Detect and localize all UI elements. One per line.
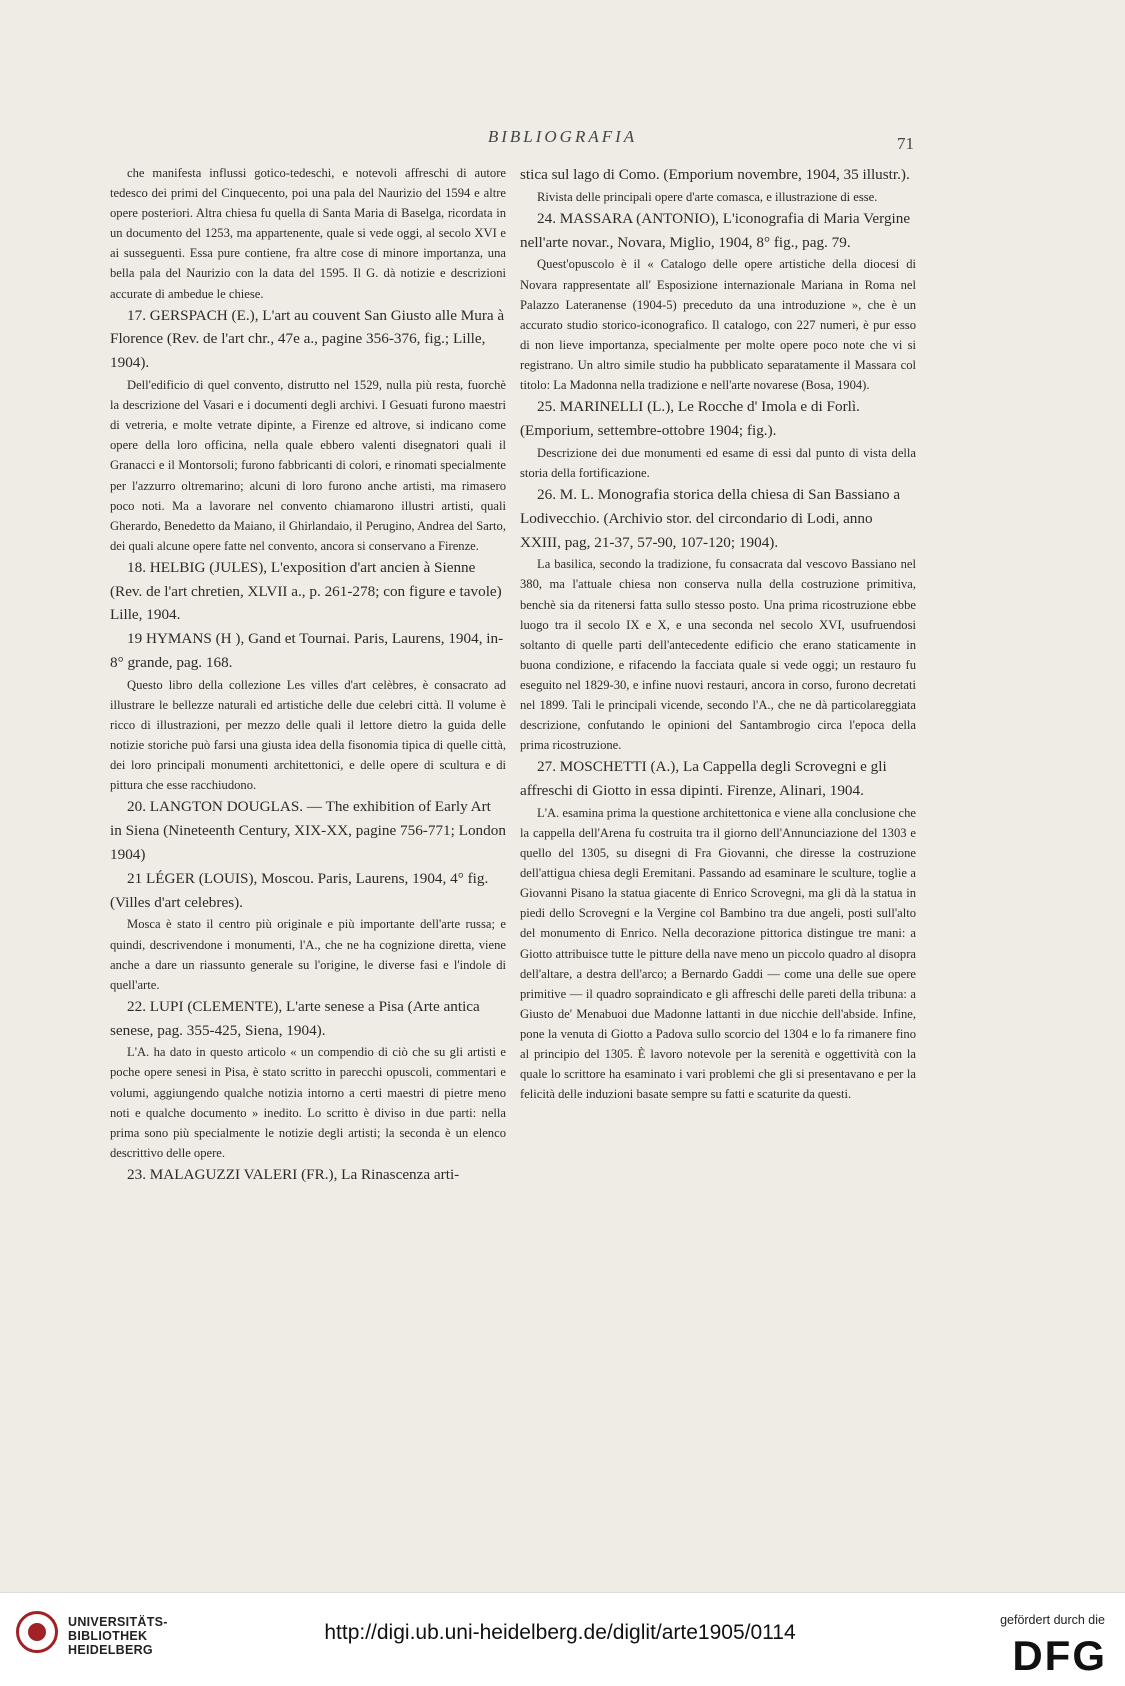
bibliography-entry: 22. LUPI (CLEMENTE), L'arte senese a Pisa (Arte antica senese, pag. 355-425, Siena, 1904). — [110, 997, 480, 1039]
running-header-title: BIBLIOGRAFIA — [487, 127, 638, 146]
entry-description: L'A. ha dato in questo articolo « un compendio di ciò che su gli artisti e poche opere senesi in Pisa, è stato scritto in parecchi opuscoli, commentari e volumi, aggiungendo qualche notizia intorno a certi maestri di pietre meno noti e qualche documento » inedito. Lo scritto è diviso in due parti: nella prima sono più specialmente le notizie degli artisti; la seconda è un elenco descrittivo delle opere. — [110, 1045, 506, 1160]
entry-description: Descrizione dei due monumenti ed esame di essi dal punto di vista della storia della fortificazione. — [520, 445, 916, 480]
institution-name — [68, 1615, 168, 1657]
entry-description: La basilica, secondo la tradizione, fu consacrata dal vescovo Bassiano nel 380, ma l'attuale chiesa non conserva nulla della costruzione primitiva, benchè sia da ritenersi fatta sullo stesso posto. Una prima ricostruzione ebbe luogo tra il secolo IX e X, e una seconda nel secolo XVI, usufruendosi soltanto di quelle parti dell'antecedente edificio che erano staticamente in buona condizione, e rifacendo la facciata quale si vede oggi; un restauro fu eseguito nel 1829-30, e infine nuovi restauri, ancora in corso, furono decretati nel 1899. Tali le principali vicende, secondo l'A., che ne dà particolareggiata descrizione, confutando le opinioni del Santambrogio circa l'epoca della prima ricostruzione. — [520, 557, 916, 753]
entry-description: Dell'edificio di quel convento, distrutto nel 1529, nulla più resta, fuorchè la descrizione del Vasari e i documenti degli archivi. I Gesuati furono maestri di vetreria, e molte vetrate dipinte, a Firenze ed altrove, si indicano come opere della loro officina, nella quale ebbero valenti disegnatori quali il Granacci e il Montorsoli; furono fabbricanti di colori, e rinomati specialmente per l'azzurro oltremarino; alcuni di loro furono anche artisti, ma rimasero poco noti. Ma a lavorare nel convento chiamarono illustri artisti, quali Gherardo, Benedetto da Maiano, il Ghirlandaio, il Perugino, Andrea del Sarto, dei quali alcune opere fatte nel convento, ancora si conservano a Firenze. — [110, 378, 506, 553]
bibliography-entry: 20. LANGTON DOUGLAS. — The exhibition of Early Art in Siena (Nineteenth Century, XIX-XX, pagine 756-771; London 1904) — [110, 798, 506, 864]
institution-line: BIBLIOTHEK — [68, 1629, 148, 1643]
dfg-logo: DFG — [1012, 1632, 1107, 1679]
university-seal-icon — [16, 1611, 58, 1653]
entry-description: Questo libro della collezione Les villes d'art celèbres, è consacrato ad illustrare le bellezze naturali ed artistiche delle due celebri città. Il volume è ricco di illustrazioni, per mezzo delle quali il lettore dietro la guida delle notizie storiche può farsi una giusta idea della fisonomia tipica di quelle città, dei loro principali monumenti architettonici, e delle opere di scultura e di pittura che esse racchiudono. — [110, 677, 506, 793]
funding-note: gefördert durch die — [1000, 1613, 1105, 1627]
entry-description: L'A. esamina prima la questione architettonica e viene alla conclusione che la cappella dell'Arena fu costruita tra il giorno dell'Annunciazione del 1303 e quello del 1305, su disegni di Fra Giovanni, che diresse la costruzione dell'attigua chiesa degli Eremitani. Passando ad esaminare le sculture, toglie a Giovanni Pisano la statua giacente di Enrico Scrovegni, ma gli dà la statua in piedi dello Scrovegni e la Vergine col Bambino tra due angeli, posti sull'alto del monumento di Enrico. Nella decorazione pittorica distingue tre mani: a Giotto attribuisce tutte le pitture della nave meno un piccolo quadro al disopra dell'altare, a destra dell'arco; a Bernardo Gaddi — come una delle sue opere primitive — il quadro sopraindicato e gli affreschi delle pareti della tribuna: a Giusto de' Menabuoi due Madonne lattanti in due nicchie dell'abside. Infine, pone la venuta di Giotto a Padova sullo scorcio del 1304 e lo fa rimanere fino al principio del 1305. È lavoro notevole per la serenità e oggettività con la quale lo scrittore ha esaminato i vari problemi che gli si presentavano e per la felicità delle induzioni basate sempre su fatti e scaturite da questi. — [520, 805, 916, 1102]
institution-line: HEIDELBERG — [68, 1643, 153, 1657]
bibliography-entry: 18. HELBIG (JULES), L'exposition d'art ancien à Sienne (Rev. de l'art chretien, XLVII a., p. 261-278; con figure e tavole) Lille, 1904. — [110, 558, 502, 624]
entry-description: Mosca è stato il centro più originale e più importante dell'arte russa; e quindi, descrivendone i monumenti, l'A., che ne ha cognizione diretta, viene anche a dare un riassunto generale su l'origine, le diverse fasi e l'indole di quell'arte. — [110, 917, 506, 992]
bibliography-entry: 27. MOSCHETTI (A.), La Cappella degli Scrovegni e gli affreschi di Giotto in essa dipinti. Firenze, Alinari, 1904. — [520, 758, 887, 800]
permalink-url[interactable]: http://digi.ub.uni-heidelberg.de/diglit/arte1905/0114 — [324, 1621, 796, 1644]
bibliography-entry: 23. MALAGUZZI VALERI (FR.), La Rinascenza arti- — [127, 1165, 460, 1183]
right-text-column — [520, 163, 916, 1104]
entry-description: Quest'opuscolo è il « Catalogo delle opere artistiche della diocesi di Novara rappresentate all' Esposizione internazionale Mariana in Roma nel Palazzo Lateranense (1904-5) preceduto da una introduzione », che è un accurato studio storico-iconografico. Il catalogo, con 227 numeri, è pur esso di non lieve importanza, specialmente per molte opere poco note che vi si registrano. Un altro simile studio ha pubblicato separatamente il Massara col titolo: La Madonna nella tradizione e nell'arte novarese (Bosa, 1904). — [520, 257, 916, 393]
page-number: 71 — [897, 134, 914, 153]
left-text-column — [110, 163, 506, 1187]
bibliography-entry: 21 LÉGER (LOUIS), Moscou. Paris, Laurens, 1904, 4° fig. (Villes d'art celebres). — [110, 869, 489, 911]
bibliography-entry: 24. MASSARA (ANTONIO), L'iconografia di Maria Vergine nell'arte novar., Novara, Miglio, 1904, 8° fig., pag. 79. — [520, 209, 911, 251]
bibliography-entry: stica sul lago di Como. (Emporium novembre, 1904, 35 illustr.). — [520, 166, 910, 183]
digitization-footer — [0, 1592, 1125, 1686]
bibliography-entry: 26. M. L. Monografia storica della chiesa di San Bassiano a Lodivecchio. (Archivio stor. del circondario di Lodi, anno XXIII, pag, 21-37, 57-90, 107-120; 1904). — [520, 485, 901, 551]
entry-description: Rivista delle principali opere d'arte comasca, e illustrazione di esse. — [537, 189, 878, 204]
bibliography-entry: 25. MARINELLI (L.), Le Rocche d' Imola e di Forlì. (Emporium, settembre-ottobre 1904; fig.). — [520, 398, 860, 439]
institution-line: UNIVERSITÄTS- — [68, 1615, 168, 1629]
bibliography-entry: 17. GERSPACH (E.), L'art au couvent San Giusto alle Mura à Florence (Rev. de l'art chr., 47e a., pagine 356-376, fig.; Lille, 1904). — [110, 306, 505, 372]
bibliography-entry: 19 HYMANS (H ), Gand et Tournai. Paris, Laurens, 1904, in-8° grande, pag. 168. — [110, 630, 504, 672]
entry-description: che manifesta influssi gotico-tedeschi, e notevoli affreschi di autore tedesco dei primi del Cinquecento, poi una pala del Naurizio del 1594 e altre opere posteriori. Altra chiesa fu quella di Santa Maria di Baselga, ricordata in un documento del 1253, ma appartenente, quale si vede oggi, al secolo XVI e ai susseguenti. Essa pure contiene, fra altre cose di minore importanza, una bella pala del Naurizio con la data del 1595. Il G. dà notizie e descrizioni accurate di ambedue le chiese. — [110, 166, 506, 301]
